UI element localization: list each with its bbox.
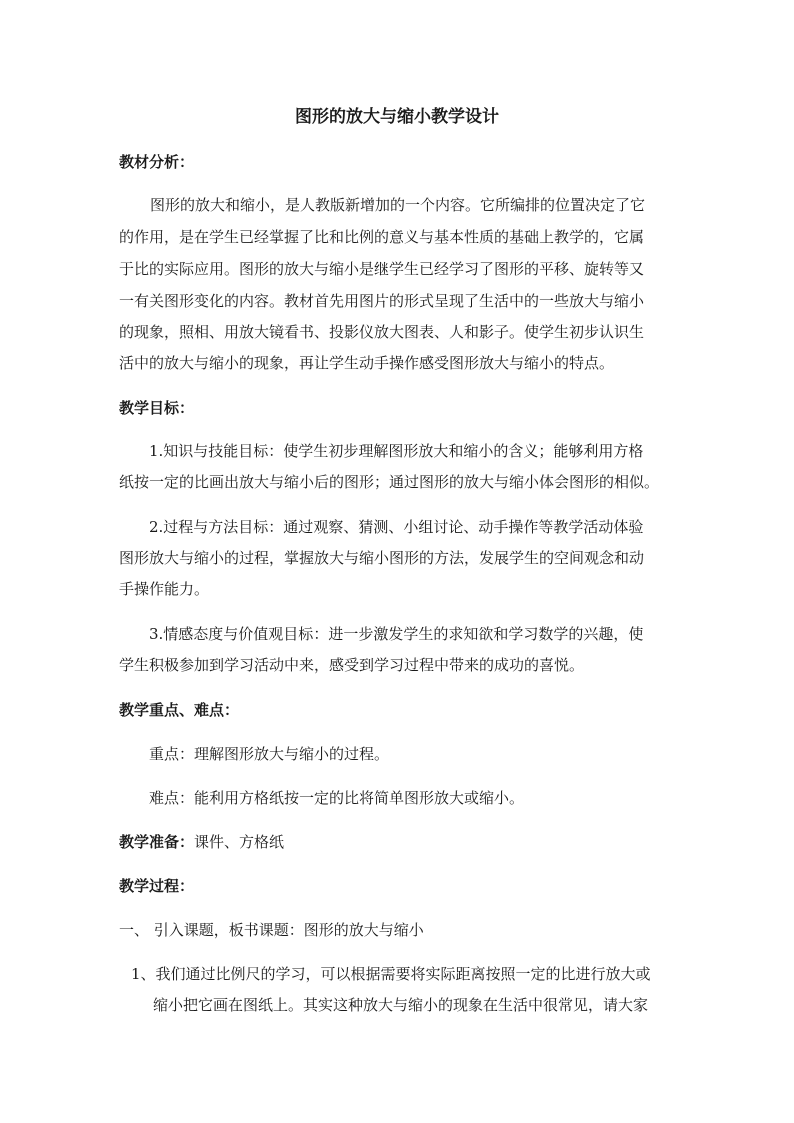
analysis-line: 的作用，是在学生已经掌握了比和比例的意义与基本性质的基础上教学的，它属	[119, 228, 645, 246]
analysis-line: 一有关图形变化的内容。教材首先用图片的形式呈现了生活中的一些放大与缩小	[119, 292, 645, 310]
preparation-heading: 教学准备：	[119, 833, 195, 851]
process-item-line: 1、我们通过比例尺的学习，可以根据需要将实际距离按照一定的比进行放大或	[131, 965, 651, 983]
process-item-line: 缩小把它画在图纸上。其实这种放大与缩小的现象在生活中很常见，请大家	[153, 996, 649, 1014]
analysis-heading: 教材分析：	[119, 153, 195, 171]
analysis-line: 于比的实际应用。图形的放大与缩小是继学生已经学习了图形的平移、旋转等又	[119, 260, 645, 278]
analysis-line: 图形的放大和缩小，是人教版新增加的一个内容。它所编排的位置决定了它	[150, 196, 646, 214]
process-step: 一、 引入课题，板书课题：图形的放大与缩小	[119, 921, 424, 939]
analysis-line: 的现象，照相、用放大镜看书、投影仪放大图表、人和影子。使学生初步认识生	[119, 323, 645, 341]
goal-line: 3.情感态度与价值观目标：进一步激发学生的求知欲和学习数学的兴趣，使	[149, 625, 644, 643]
goal-line: 手操作能力。	[119, 580, 210, 598]
key-points-heading: 教学重点、难点：	[119, 701, 240, 719]
difficulty-line: 难点：能利用方格纸按一定的比将简单图形放大或缩小。	[149, 789, 525, 807]
goal-line: 图形放大与缩小的过程，掌握放大与缩小图形的方法，发展学生的空间观念和动	[119, 549, 645, 567]
goal-line: 2.过程与方法目标：通过观察、猜测、小组讨论、动手操作等教学活动体验	[149, 518, 644, 536]
goal-line: 纸按一定的比画出放大与缩小后的图形；通过图形的放大与缩小体会图形的相似。	[119, 473, 660, 491]
process-heading: 教学过程：	[119, 877, 195, 895]
preparation-text: 课件、方格纸	[194, 833, 285, 851]
goals-heading: 教学目标：	[119, 399, 195, 417]
preparation-line	[119, 832, 284, 852]
goal-line: 学生积极参加到学习活动中来，感受到学习过程中带来的成功的喜悦。	[119, 656, 585, 674]
analysis-line: 活中的放大与缩小的现象，再让学生动手操作感受图形放大与缩小的特点。	[119, 354, 615, 372]
document-title: 图形的放大与缩小教学设计	[295, 107, 499, 127]
goal-line: 1.知识与技能目标：使学生初步理解图形放大和缩小的含义；能够利用方格	[149, 442, 644, 460]
focus-line: 重点：理解图形放大与缩小的过程。	[149, 745, 390, 763]
